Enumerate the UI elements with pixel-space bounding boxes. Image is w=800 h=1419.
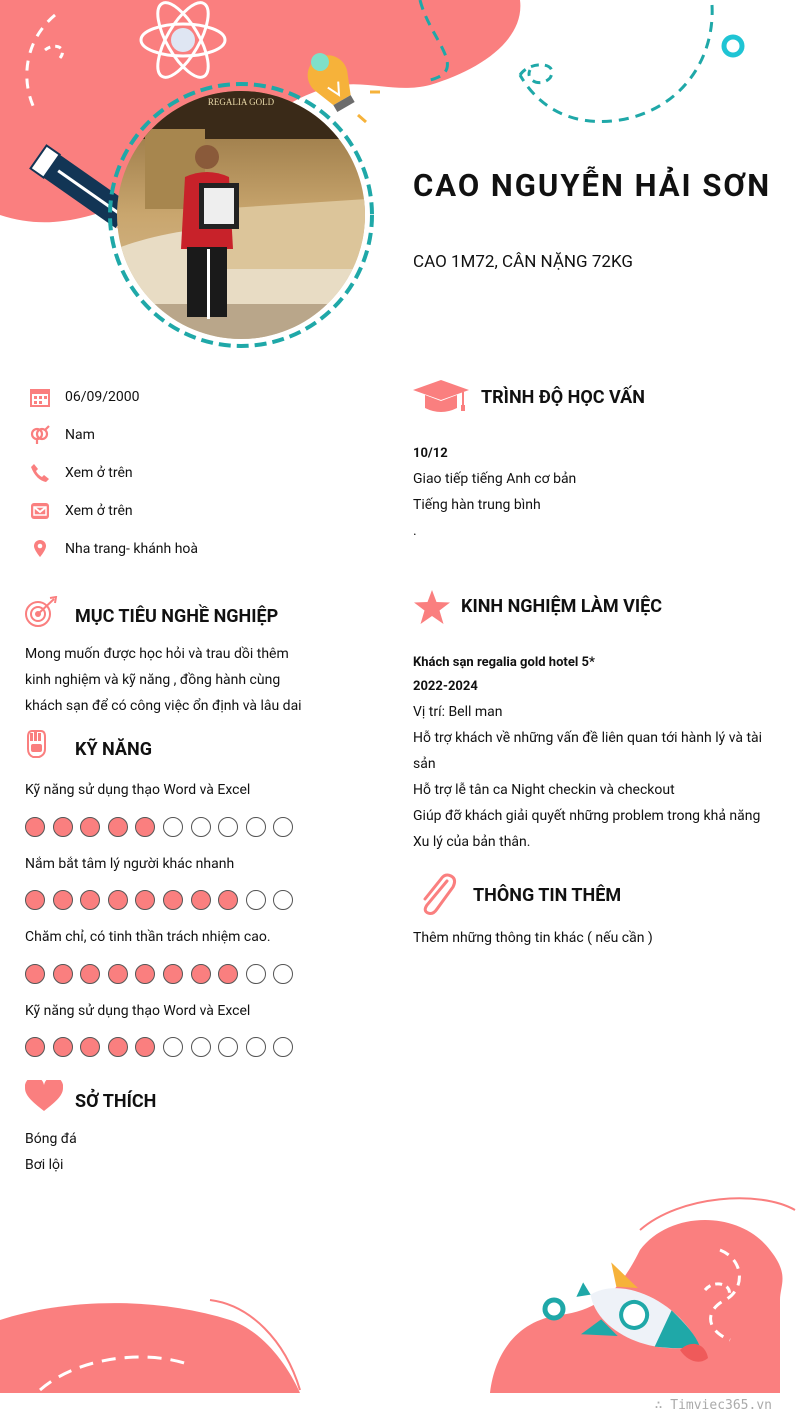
rating-dot-filled bbox=[25, 1037, 45, 1057]
skill-name: Nắm bắt tâm lý người khác nhanh bbox=[25, 856, 235, 872]
extra-info-text: Thêm những thông tin khác ( nếu cần ) bbox=[413, 930, 653, 946]
objective-heading: MỤC TIÊU NGHỀ NGHIỆP bbox=[75, 606, 279, 627]
graduation-cap-icon bbox=[413, 378, 469, 414]
contact-location-text: Nha trang- khánh hoà bbox=[65, 541, 199, 557]
experience-line: Giúp đỡ khách giải quyết những problem trong khả năng bbox=[413, 808, 761, 824]
contact-row-gender bbox=[30, 423, 95, 447]
objective-line: khách sạn để có công việc ổn định và lâu dai bbox=[25, 698, 302, 714]
rating-dot-empty bbox=[246, 1037, 266, 1057]
hobby-item: Bơi lội bbox=[25, 1157, 64, 1173]
rating-dot-filled bbox=[108, 817, 128, 837]
experience-line: Hỗ trợ lễ tân ca Night checkin và checkout bbox=[413, 782, 675, 798]
education-line: Tiếng hàn trung bình bbox=[413, 497, 541, 513]
target-icon bbox=[24, 596, 58, 628]
skill-name: Kỹ năng sử dụng thạo Word và Excel bbox=[25, 1003, 251, 1019]
education-line: Giao tiếp tiếng Anh cơ bản bbox=[413, 471, 577, 487]
rating-dot-filled bbox=[53, 890, 73, 910]
rating-dot-empty bbox=[163, 1037, 183, 1057]
rating-dot-filled bbox=[163, 890, 183, 910]
email-icon bbox=[30, 501, 50, 521]
contact-row-email bbox=[30, 499, 133, 523]
heart-icon bbox=[25, 1080, 63, 1112]
rating-dot-empty bbox=[163, 817, 183, 837]
rating-dot-filled bbox=[53, 817, 73, 837]
contact-birthday-text: 06/09/2000 bbox=[65, 389, 140, 405]
rating-dot-filled bbox=[25, 964, 45, 984]
contact-row-birthday bbox=[30, 385, 140, 409]
rating-dot-filled bbox=[135, 964, 155, 984]
rating-dot-empty bbox=[218, 1037, 238, 1057]
skill-rating bbox=[25, 817, 293, 837]
rating-dot-filled bbox=[80, 890, 100, 910]
rating-dot-filled bbox=[135, 1037, 155, 1057]
experience-heading: KINH NGHIỆM LÀM VIỆC bbox=[461, 596, 663, 617]
star-icon bbox=[414, 590, 450, 624]
experience-line: sản bbox=[413, 756, 436, 772]
experience-line: Vị trí: Bell man bbox=[413, 704, 503, 720]
teal-ring-bottom bbox=[545, 1300, 563, 1318]
calendar-icon bbox=[30, 387, 50, 407]
rating-dot-filled bbox=[108, 964, 128, 984]
rating-dot-filled bbox=[191, 964, 211, 984]
rating-dot-empty bbox=[218, 817, 238, 837]
paperclip-icon bbox=[417, 873, 459, 917]
rating-dot-empty bbox=[191, 817, 211, 837]
rating-dot-filled bbox=[108, 1037, 128, 1057]
objective-line: Mong muốn được học hỏi và trau dồi thêm bbox=[25, 646, 289, 662]
contact-row-phone bbox=[30, 461, 133, 485]
rating-dot-filled bbox=[25, 890, 45, 910]
gender-icon bbox=[30, 425, 50, 445]
bottom-decoration bbox=[0, 1190, 800, 1419]
rating-dot-empty bbox=[191, 1037, 211, 1057]
skill-name: Kỹ năng sử dụng thạo Word và Excel bbox=[25, 782, 251, 798]
extra-info-heading: THÔNG TIN THÊM bbox=[473, 885, 622, 906]
rating-dot-empty bbox=[246, 890, 266, 910]
rating-dot-empty bbox=[246, 964, 266, 984]
rating-dot-filled bbox=[80, 964, 100, 984]
objective-text bbox=[25, 641, 317, 719]
rating-dot-empty bbox=[273, 817, 293, 837]
skill-rating bbox=[25, 964, 293, 984]
skill-name: Chăm chỉ, có tinh thần trách nhiệm cao. bbox=[25, 929, 271, 945]
contact-phone-text: Xem ở trên bbox=[65, 465, 133, 481]
bottom-left-blob bbox=[0, 1303, 300, 1393]
rating-dot-filled bbox=[218, 964, 238, 984]
watermark-text: ∴ Timviec365.vn bbox=[654, 1398, 772, 1413]
rating-dot-filled bbox=[135, 890, 155, 910]
experience-line: Xu lý của bản thân. bbox=[413, 834, 531, 850]
rating-dot-filled bbox=[191, 890, 211, 910]
rating-dot-empty bbox=[246, 817, 266, 837]
education-grade: 10/12 bbox=[413, 446, 448, 461]
teal-ring bbox=[724, 37, 742, 55]
fist-icon bbox=[25, 729, 47, 759]
skill-rating bbox=[25, 1037, 293, 1057]
rating-dot-filled bbox=[53, 964, 73, 984]
experience-company: Khách sạn regalia gold hotel 5* bbox=[413, 655, 595, 670]
experience-line: Hỗ trợ khách về những vấn đề liên quan tới hành lý và tài bbox=[413, 730, 763, 746]
experience-period: 2022-2024 bbox=[413, 679, 478, 694]
hobbies-heading: SỞ THÍCH bbox=[75, 1091, 157, 1112]
photo-sign-text: REGALIA GOLD bbox=[207, 97, 275, 107]
rating-dot-filled bbox=[218, 890, 238, 910]
location-icon bbox=[30, 539, 50, 559]
education-heading: TRÌNH ĐỘ HỌC VẤN bbox=[481, 387, 645, 408]
candidate-name: CAO NGUYỄN HẢI SƠN bbox=[413, 167, 772, 204]
hobby-item: Bóng đá bbox=[25, 1131, 77, 1147]
rating-dot-filled bbox=[80, 817, 100, 837]
candidate-subtitle: CAO 1M72, CÂN NẶNG 72KG bbox=[413, 252, 633, 272]
rating-dot-filled bbox=[53, 1037, 73, 1057]
skills-heading: KỸ NĂNG bbox=[75, 739, 152, 760]
education-line: . bbox=[413, 523, 417, 539]
rating-dot-filled bbox=[108, 890, 128, 910]
contact-email-text: Xem ở trên bbox=[65, 503, 133, 519]
objective-line: kinh nghiệm và kỹ năng , đồng hành cùng bbox=[25, 672, 281, 688]
rating-dot-filled bbox=[25, 817, 45, 837]
phone-icon bbox=[30, 463, 50, 483]
profile-photo bbox=[115, 89, 367, 341]
right-dashed-line bbox=[520, 5, 712, 122]
rating-dot-filled bbox=[135, 817, 155, 837]
loop-dash bbox=[520, 65, 552, 83]
contact-row-location bbox=[30, 537, 198, 561]
skill-rating bbox=[25, 890, 293, 910]
contact-gender-text: Nam bbox=[65, 427, 95, 443]
rating-dot-empty bbox=[273, 890, 293, 910]
rating-dot-filled bbox=[163, 964, 183, 984]
rating-dot-empty bbox=[273, 1037, 293, 1057]
rating-dot-empty bbox=[273, 964, 293, 984]
rating-dot-filled bbox=[80, 1037, 100, 1057]
